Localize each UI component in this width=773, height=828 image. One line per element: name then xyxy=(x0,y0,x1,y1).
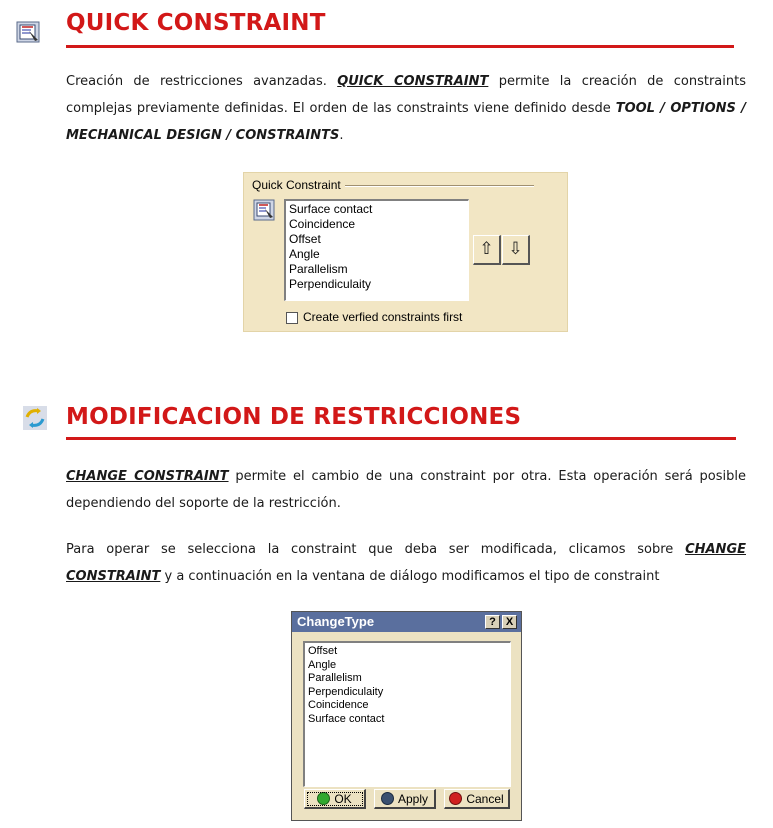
move-down-button[interactable] xyxy=(502,235,530,265)
section-rule xyxy=(66,45,734,48)
list-item[interactable]: Angle xyxy=(289,247,320,261)
constraint-type-list[interactable] xyxy=(303,641,511,787)
change-constraint-link[interactable]: CHANGE CONSTRAINT xyxy=(66,542,746,584)
dialog-title: ChangeType xyxy=(297,614,375,629)
list-item[interactable]: Surface contact xyxy=(308,712,385,725)
list-item[interactable]: Parallelism xyxy=(289,262,348,276)
change-constraint-description: CHANGE CONSTRAINT permite el cambio de una constraint por otra. Esta operación será posible dependiendo del soporte de la restricción. xyxy=(66,469,747,511)
quick-constraint-icon xyxy=(253,199,277,223)
verified-first-checkbox[interactable] xyxy=(286,312,298,324)
quick-constraint-description: Creación de restricciones avanzadas. QUICK CONSTRAINT permite la creación de constraints complejas previamente definidas. El orden de las constraints viene definido desde TOOL / OPTIONS / MECHANICAL DESIGN / CONSTRAINTS. xyxy=(66,74,746,143)
cancel-icon xyxy=(449,792,462,805)
help-button[interactable]: ? xyxy=(485,615,500,629)
list-item[interactable]: Coincidence xyxy=(289,217,356,231)
list-item[interactable]: Angle xyxy=(308,658,337,671)
checkbox-label: Create verfied constraints first xyxy=(303,310,463,324)
list-item[interactable]: Surface contact xyxy=(289,202,373,216)
options-path: TOOL / OPTIONS / MECHANICAL DESIGN / CONSTRAINTS xyxy=(66,101,746,143)
constraint-order-list[interactable] xyxy=(284,199,469,301)
quick-constraint-icon xyxy=(16,20,42,44)
list-item[interactable]: Perpendiculaity xyxy=(308,685,384,698)
move-up-button[interactable] xyxy=(473,235,501,265)
list-item[interactable]: Offset xyxy=(289,232,321,246)
ok-button[interactable]: OK xyxy=(304,789,366,809)
down-arrow-icon: ⇩ xyxy=(508,239,523,259)
list-item[interactable]: Offset xyxy=(308,645,338,657)
change-constraint-icon xyxy=(22,405,48,429)
section-title-quick-constraint: QUICK CONSTRAINT xyxy=(66,10,326,36)
ok-icon xyxy=(317,792,330,805)
change-type-dialog xyxy=(291,611,522,821)
frame-groove xyxy=(344,185,534,187)
panel-title: Quick Constraint xyxy=(252,178,345,192)
apply-icon xyxy=(381,792,394,805)
section-title-modificacion: MODIFICACION DE RESTRICCIONES xyxy=(66,404,522,430)
list-item[interactable]: Coincidence xyxy=(308,699,369,711)
change-constraint-link[interactable]: CHANGE CONSTRAINT xyxy=(66,469,229,484)
list-item[interactable]: Parallelism xyxy=(308,672,362,684)
section-rule xyxy=(66,437,736,440)
cancel-button[interactable]: Cancel xyxy=(444,789,510,809)
list-item[interactable]: Perpendiculaity xyxy=(289,277,372,291)
quick-constraint-panel xyxy=(243,172,568,332)
change-constraint-instructions: Para operar se selecciona la constraint que deba ser modificada, clicamos sobre CHANGE CONSTRAINT y a continuación en la ventana de diálogo modificamos el tipo de constraint xyxy=(66,542,746,584)
close-button[interactable]: X xyxy=(502,615,517,629)
quick-constraint-link[interactable]: QUICK CONSTRAINT xyxy=(337,74,489,89)
up-arrow-icon: ⇧ xyxy=(479,239,494,259)
apply-button[interactable]: Apply xyxy=(374,789,436,809)
